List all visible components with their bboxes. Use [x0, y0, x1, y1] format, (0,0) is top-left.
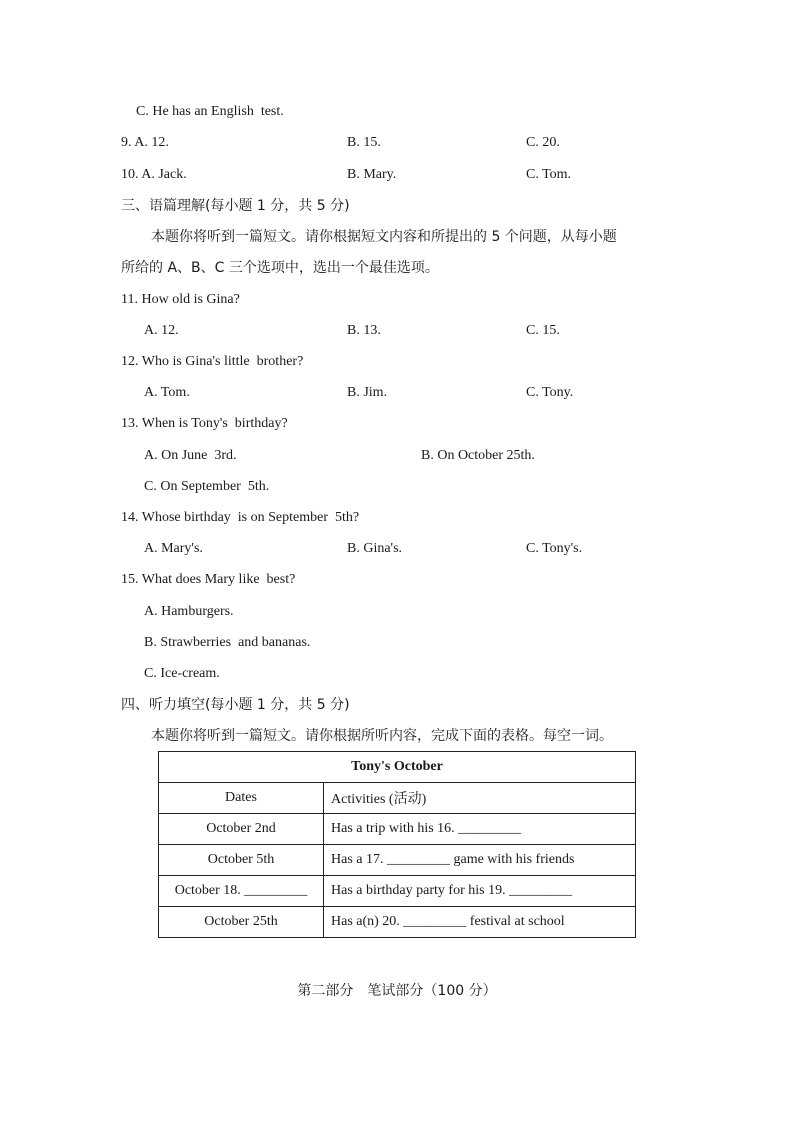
q13-option-b: B. On October 25th.: [421, 448, 535, 463]
section3-heading: 三、语篇理解(每小题 1 分，共 5 分): [121, 198, 350, 214]
header-activities: Activities (活动): [324, 783, 636, 814]
row-activity: Has a trip with his 16. _________: [324, 814, 636, 845]
q14-option-b: B. Gina's.: [347, 541, 403, 556]
q13-option-c: C. On September 5th.: [144, 479, 270, 494]
row-activity: Has a 17. _________ game with his friends: [324, 845, 636, 876]
q13-option-a: A. On June 3rd.: [144, 448, 237, 463]
q15-option-b: B. Strawberries and bananas.: [144, 635, 311, 650]
q15-option-c: C. Ice-cream.: [144, 666, 220, 681]
q8-option-c: C. He has an English test.: [136, 104, 284, 119]
q10-option-a: 10. A. Jack.: [121, 167, 187, 182]
q11-option-c: C. 15.: [526, 323, 560, 338]
header-dates: Dates: [159, 783, 324, 814]
section3-instruction-line1: 本题你将听到一篇短文。请你根据短文内容和所提出的 5 个问题，从每小题: [151, 229, 617, 245]
section3-instruction-line2: 所给的 A、B、C 三个选项中，选出一个最佳选项。: [121, 260, 439, 276]
row-activity: Has a birthday party for his 19. _________: [324, 876, 636, 907]
table-row: [159, 814, 636, 845]
q12-option-a: A. Tom.: [144, 385, 190, 400]
row-date: October 2nd: [159, 814, 324, 845]
q10-option-b: B. Mary.: [347, 167, 397, 182]
table-title-row: [159, 752, 636, 783]
q14-option-a: A. Mary's.: [144, 541, 203, 556]
row-date: October 18. _________: [159, 876, 324, 907]
row-date: October 25th: [159, 907, 324, 938]
q9-option-a: 9. A. 12.: [121, 135, 169, 150]
table-row: [159, 907, 636, 938]
section4-instruction: 本题你将听到一篇短文。请你根据所听内容，完成下面的表格。每空一词。: [151, 728, 613, 744]
table-row: [159, 845, 636, 876]
q12-option-c: C. Tony.: [526, 385, 574, 400]
q12-option-b: B. Jim.: [347, 385, 388, 400]
q12-question: 12. Who is Gina's little brother?: [121, 354, 304, 369]
table-title: Tony's October: [159, 752, 636, 783]
q9-option-b: B. 15.: [347, 135, 381, 150]
q11-option-a: A. 12.: [144, 323, 179, 338]
q10-option-c: C. Tom.: [526, 167, 572, 182]
row-date: October 5th: [159, 845, 324, 876]
q11-option-b: B. 13.: [347, 323, 381, 338]
q14-option-c: C. Tony's.: [526, 541, 583, 556]
row-activity: Has a(n) 20. _________ festival at school: [324, 907, 636, 938]
table-header-row: [159, 783, 636, 814]
part2-heading: 第二部分 笔试部分（100 分）: [297, 983, 497, 999]
table-row: [159, 876, 636, 907]
q13-question: 13. When is Tony's birthday?: [121, 416, 288, 431]
q15-option-a: A. Hamburgers.: [144, 604, 234, 619]
section4-heading: 四、听力填空(每小题 1 分，共 5 分): [121, 697, 350, 713]
q15-question: 15. What does Mary like best?: [121, 572, 296, 587]
tonys-october-table: [158, 751, 636, 938]
q11-question: 11. How old is Gina?: [121, 292, 240, 307]
q14-question: 14. Whose birthday is on September 5th?: [121, 510, 360, 525]
q9-option-c: C. 20.: [526, 135, 560, 150]
